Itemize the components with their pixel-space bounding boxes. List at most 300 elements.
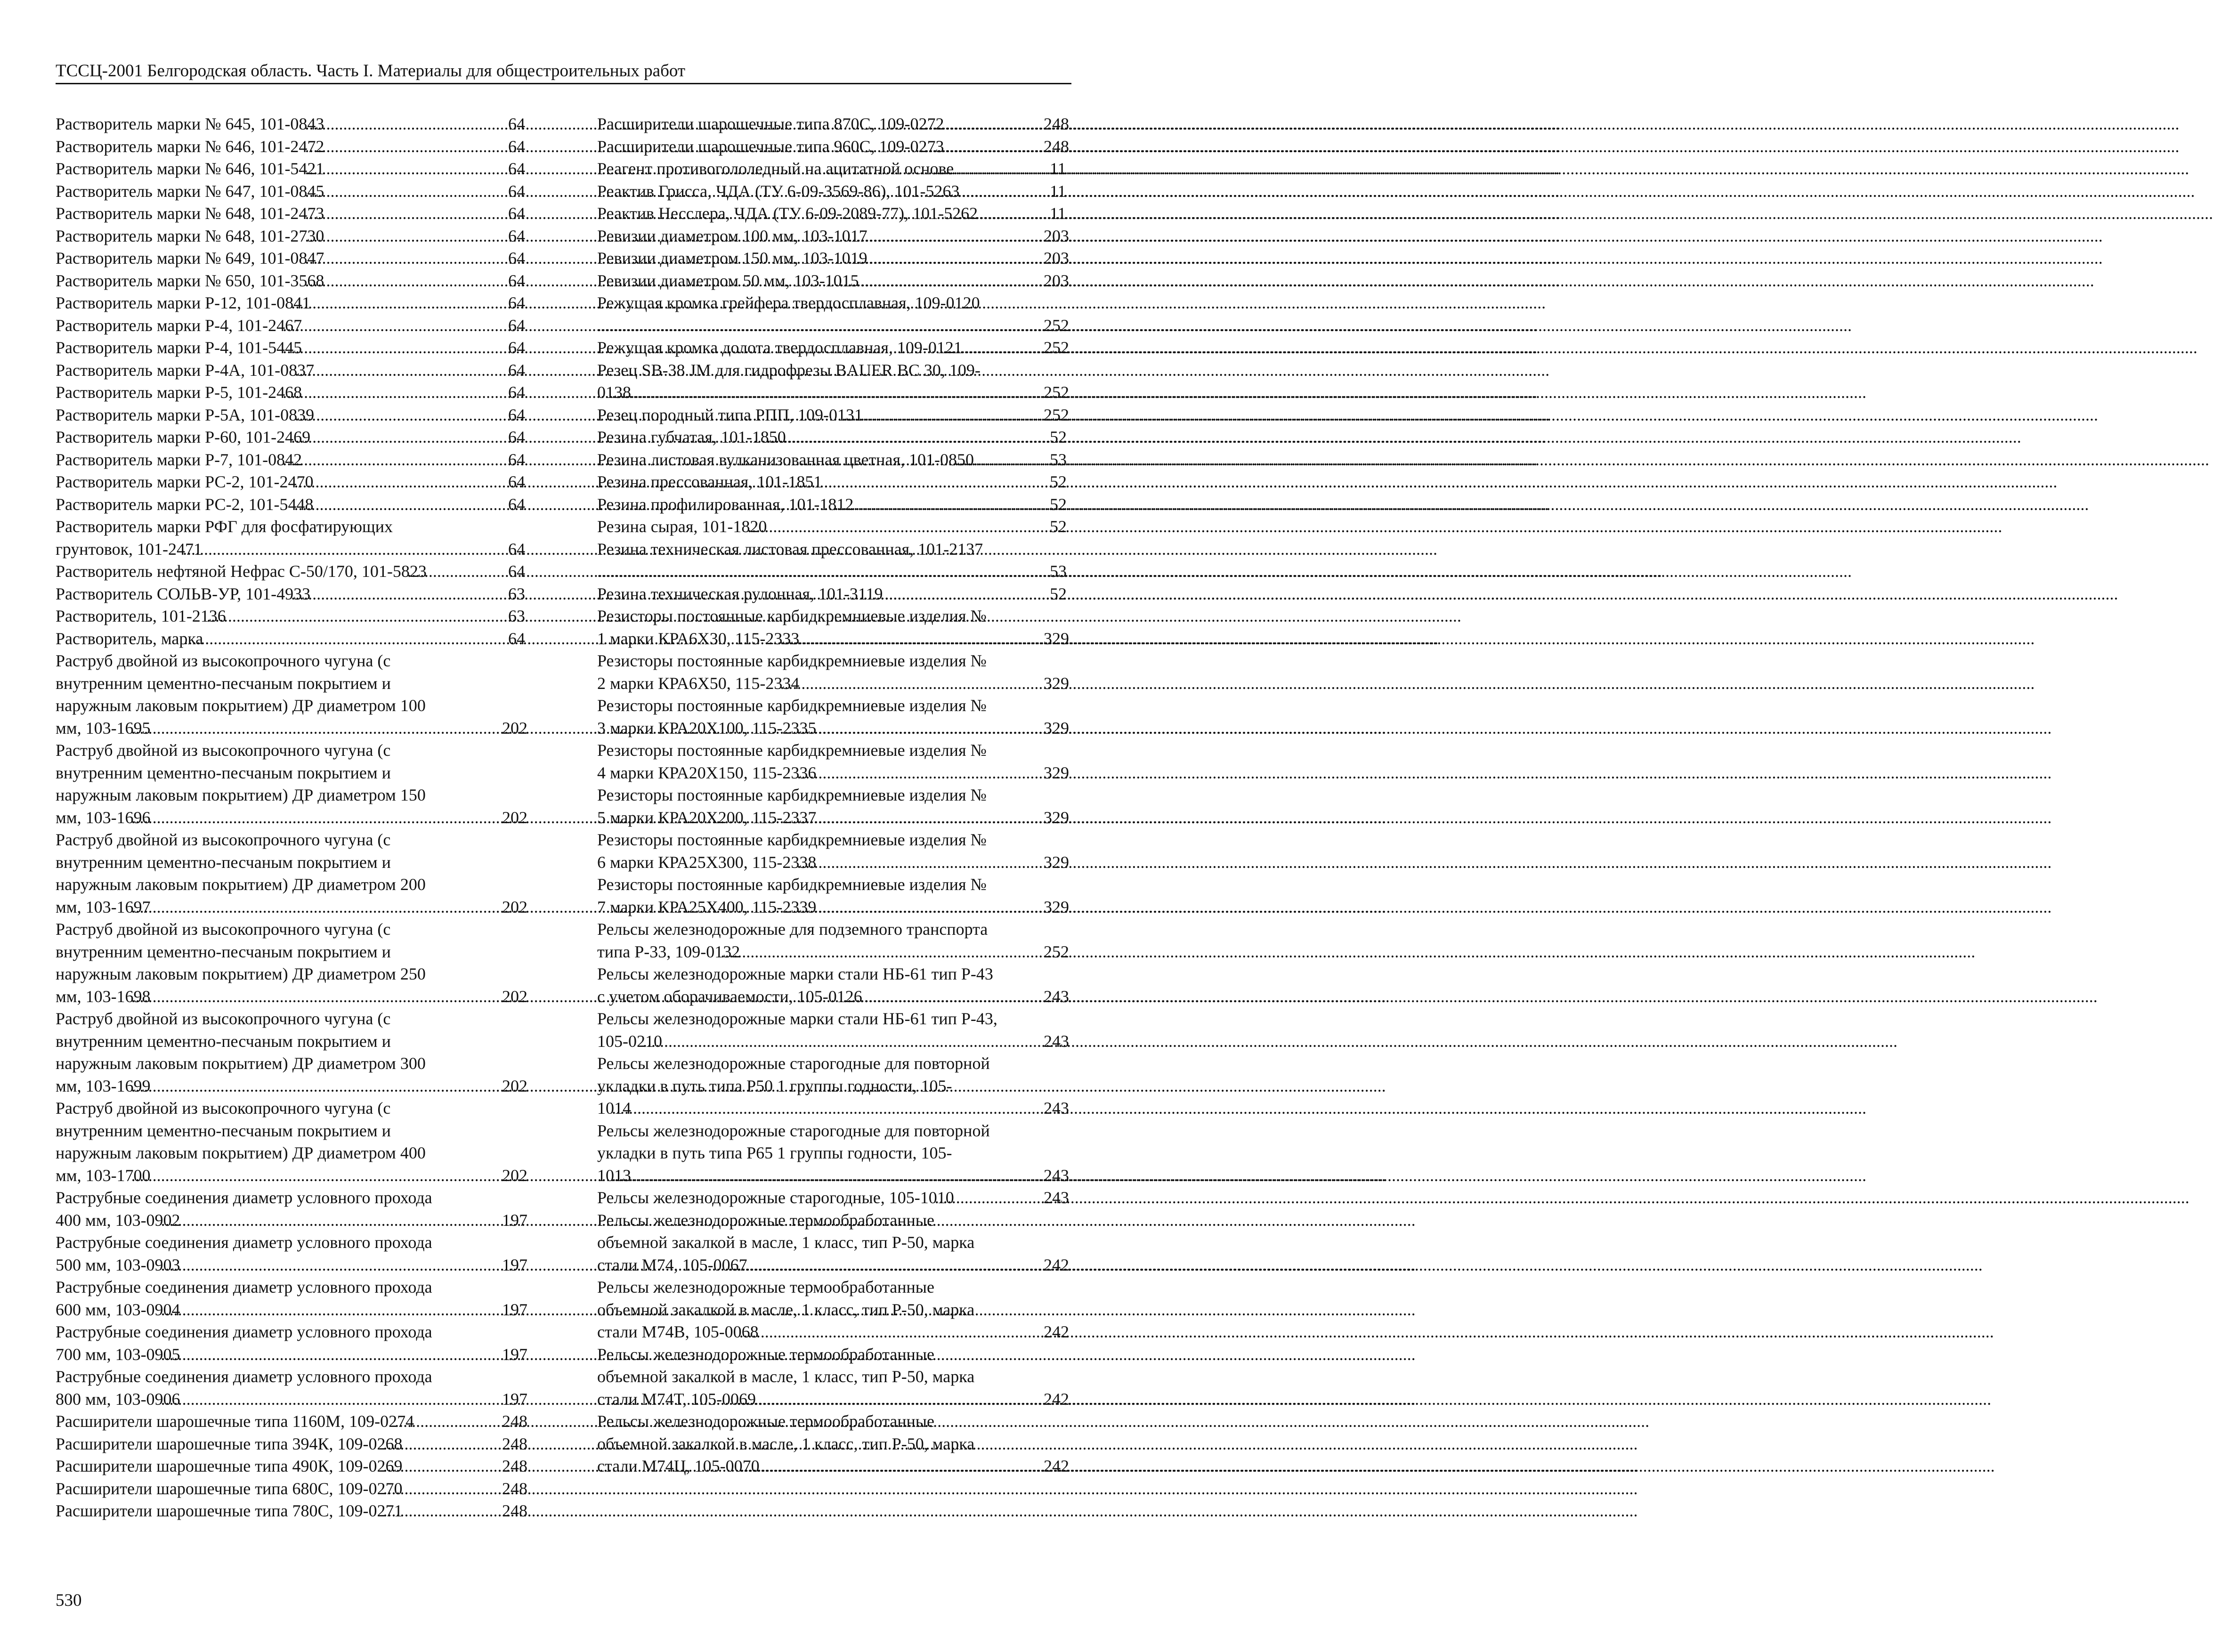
index-entry — [597, 270, 1069, 292]
index-entry-page: 64 — [508, 360, 525, 380]
index-entry-page: 64 — [508, 450, 525, 469]
index-entry — [56, 247, 527, 270]
index-entry-last-line — [56, 158, 527, 180]
index-entry-last-line — [56, 225, 527, 248]
index-column-right — [597, 113, 1069, 1478]
index-entry — [56, 560, 527, 583]
index-entry-page: 252 — [1044, 405, 1069, 424]
index-entry — [56, 1097, 527, 1187]
index-entry-page: 197 — [502, 1344, 527, 1364]
index-entry-last-line — [56, 807, 527, 829]
index-entry-text: Раструбные соединения диаметр условного прохода — [56, 1322, 432, 1341]
index-entry — [56, 180, 527, 203]
index-entry — [597, 337, 1069, 359]
index-entry-last-line — [56, 113, 527, 136]
dot-leader — [324, 247, 527, 270]
index-entry-page: 202 — [502, 987, 527, 1006]
index-entry-text: наружным лаковым покрытием) ДР диаметром 100 — [56, 696, 426, 715]
index-entry-last-line — [597, 1097, 1069, 1120]
index-entry-text: 0138 — [597, 383, 631, 402]
index-entry — [597, 1008, 1069, 1053]
index-entry — [56, 628, 527, 650]
index-entry — [56, 315, 527, 337]
index-entry — [56, 1410, 527, 1433]
index-entry-text: мм, 103-1696 — [56, 808, 151, 827]
index-entry-text: мм, 103-1699 — [56, 1076, 151, 1095]
index-entry-last-line — [597, 1455, 1069, 1478]
index-entry-page: 52 — [1050, 517, 1067, 536]
index-entry-text: Резина прессованная, 101-1851 — [597, 472, 822, 491]
index-entry-last-line — [597, 471, 1069, 494]
index-entry-text: Раструбные соединения диаметр условного прохода — [56, 1233, 432, 1252]
index-entry — [597, 1410, 1069, 1478]
index-entry-last-line — [597, 516, 1069, 538]
index-entry-last-line — [56, 717, 527, 740]
index-entry-text: 105-0210 — [597, 1031, 662, 1051]
index-entry-text: стали М74Т, 105-0069 — [597, 1389, 756, 1409]
index-entry-last-line — [597, 1254, 1069, 1277]
dot-leader — [151, 1165, 520, 1187]
dot-leader — [180, 1388, 520, 1411]
index-entry-page: 52 — [1050, 494, 1067, 514]
index-entry — [597, 963, 1069, 1008]
index-entry-text: Рельсы железнодорожные старогодные для повторной — [597, 1054, 990, 1073]
index-entry-text: Резина техническая рулонная, 101-3119 — [597, 584, 883, 603]
index-entry — [597, 225, 1069, 248]
index-entry — [56, 605, 527, 628]
index-entry — [597, 202, 1069, 225]
index-entry-text: стали М74, 105-0067 — [597, 1255, 747, 1274]
dot-leader — [180, 1209, 520, 1232]
dot-leader — [816, 807, 1062, 829]
index-entry — [56, 1321, 527, 1366]
dot-leader — [631, 1097, 1062, 1120]
index-entry — [56, 381, 527, 404]
dot-leader — [883, 583, 1068, 606]
index-entry-page: 197 — [502, 1255, 527, 1274]
index-entry — [597, 739, 1069, 784]
dot-leader — [314, 359, 527, 382]
index-entry-text: 7 марки КРА25Х400, 115-2339 — [597, 897, 817, 916]
dot-leader — [786, 426, 1068, 449]
index-entry — [56, 650, 527, 739]
index-entry-last-line — [597, 225, 1069, 248]
index-entry-last-line — [597, 247, 1069, 270]
index-entry-text: Резина техническая листовая прессованная, 101-2137 — [597, 539, 983, 559]
index-entry-text: внутренним цементно-песчаным покрытием и — [56, 852, 391, 872]
dot-leader — [799, 672, 1062, 695]
index-entry — [597, 538, 1069, 583]
index-entry — [56, 1455, 527, 1478]
index-entry-last-line — [56, 628, 527, 650]
index-entry — [597, 1053, 1069, 1120]
index-entry-text: Резисторы постоянные карбидкремниевые изделия № — [597, 786, 987, 804]
index-entry-last-line — [597, 113, 1069, 136]
index-entry-text: укладки в путь типа Р65 1 группы годности, 105- — [597, 1143, 952, 1162]
index-entry-text: Реагент противогололедный на ацитатной основе — [597, 159, 954, 178]
index-entry-last-line — [56, 136, 527, 158]
index-entry-last-line — [56, 986, 527, 1008]
index-entry — [56, 583, 527, 606]
dot-leader — [767, 516, 1068, 538]
index-entry-text: Ревизии диаметром 50 мм, 103-1015 — [597, 271, 859, 290]
dot-leader — [302, 315, 527, 337]
index-entry-page: 203 — [1044, 226, 1069, 245]
index-entry-page: 242 — [1044, 1389, 1069, 1409]
index-entry-last-line — [56, 337, 527, 359]
index-entry-text: мм, 103-1700 — [56, 1166, 151, 1185]
dot-leader — [324, 270, 527, 292]
index-entry-last-line — [597, 941, 1069, 964]
index-entry-last-line — [56, 426, 527, 449]
index-entry-last-line — [56, 471, 527, 494]
index-entry — [56, 113, 527, 136]
index-entry-text: Растворитель марки Р-5А, 101-0839 — [56, 405, 315, 424]
dot-leader — [799, 628, 1062, 650]
index-entry-text: Растворитель марки № 647, 101-0845 — [56, 181, 324, 201]
index-entry-text: Ревизии диаметром 150 мм, 103-1019 — [597, 249, 867, 267]
running-header-title: ТССЦ-2001 Белгородская область. Часть I. Материалы для общестроительных работ — [56, 61, 686, 81]
dot-leader — [816, 896, 1062, 919]
index-entry-page: 248 — [502, 1457, 527, 1475]
index-entry-page: 52 — [1050, 584, 1067, 603]
dot-leader — [310, 426, 527, 449]
dot-leader — [853, 494, 1068, 516]
index-entry-last-line — [56, 270, 527, 292]
index-entry-text: Расширители шарошечные типа 960С, 109-0273 — [597, 137, 944, 156]
index-entry-last-line — [597, 270, 1069, 292]
index-entry-last-line — [56, 381, 527, 404]
index-entry-last-line — [56, 1433, 527, 1456]
index-entry-page: 243 — [1044, 1188, 1069, 1207]
index-entry-page: 64 — [508, 428, 525, 446]
index-entry-text: 700 мм, 103-0905 — [56, 1344, 180, 1364]
index-entry-text: Рельсы железнодорожные марки стали НБ-61 тип Р-43, — [597, 1009, 997, 1028]
index-entry-page: 64 — [508, 316, 525, 335]
index-entry-last-line — [56, 449, 527, 471]
index-entry — [597, 918, 1069, 963]
index-entry-last-line — [597, 202, 1069, 225]
index-entry-page: 52 — [1050, 472, 1067, 491]
index-entry-last-line — [56, 1500, 527, 1522]
index-entry-last-line — [616, 560, 1069, 583]
index-entry-last-line — [56, 404, 527, 427]
index-entry-text: Реактив Несслера, ЧДА (ТУ 6-09-2089-77), 101-5262 — [597, 204, 978, 223]
index-entry-text: внутренним цементно-песчаным покрытием и — [56, 1031, 391, 1051]
index-entry — [56, 1433, 527, 1456]
index-entry-page: 64 — [508, 338, 525, 357]
dot-leader — [180, 1344, 520, 1366]
index-entry — [56, 1187, 527, 1231]
index-entry-page: 64 — [508, 539, 525, 559]
index-entry-page: 242 — [1044, 1255, 1069, 1274]
index-entry-page: 248 — [502, 1479, 527, 1498]
index-entry — [597, 516, 1069, 538]
index-entry — [597, 1120, 1069, 1187]
index-entry — [597, 113, 1069, 136]
index-entry — [56, 1276, 527, 1321]
index-entry-page: 329 — [1044, 763, 1069, 782]
index-entry-text: 3 марки КРА20Х100, 115-2335 — [597, 718, 817, 737]
index-entry-page: 243 — [1044, 1166, 1069, 1185]
index-entry-last-line — [56, 538, 527, 561]
dot-leader — [202, 538, 527, 561]
dot-leader — [314, 471, 527, 494]
index-entry-text: Растворитель, марка — [56, 629, 203, 648]
dot-leader — [151, 1075, 520, 1098]
index-entry — [56, 829, 527, 918]
index-entry-last-line — [56, 1388, 527, 1411]
index-entry-text: Раструб двойной из высокопрочного чугуна (с — [56, 920, 391, 939]
index-entry-last-line — [597, 762, 1069, 785]
index-entry-last-line — [56, 494, 527, 516]
index-entry-text: 4 марки КРА20Х150, 115-2336 — [597, 763, 817, 782]
index-entry-text: 400 мм, 103-0902 — [56, 1210, 180, 1230]
dot-leader — [616, 560, 1068, 583]
index-entry-text: Резина сырая, 101-1820 — [597, 517, 767, 536]
dot-leader — [324, 180, 527, 203]
index-entry-text: Ревизии диаметром 100 мм, 103-1017 — [597, 226, 867, 245]
index-entry-page: 248 — [1044, 137, 1069, 156]
dot-leader — [302, 449, 527, 471]
index-entry-last-line — [56, 359, 527, 382]
index-entry-last-line — [597, 337, 1069, 359]
index-entry-page: 64 — [508, 405, 525, 424]
index-entry-last-line — [56, 1344, 527, 1366]
index-entry-text: Растворитель марки № 649, 101-0847 — [56, 249, 324, 267]
dot-leader — [310, 292, 527, 315]
index-entry-text: Раструб двойной из высокопрочного чугуна (с — [56, 1009, 391, 1028]
index-entry — [597, 784, 1069, 829]
index-entry-page: 64 — [508, 472, 525, 491]
index-entry-page: 329 — [1044, 852, 1069, 872]
index-entry-page: 197 — [502, 1210, 527, 1230]
dot-leader — [302, 337, 527, 359]
index-entry — [597, 158, 1069, 180]
index-entry-text: Рельсы железнодорожные термообработанные — [597, 1278, 934, 1296]
index-entry-text: внутренним цементно-песчаным покрытием и — [56, 1121, 391, 1140]
index-entry-text: Резец SB-38 JM для гидрофрезы BAUER BC 30, 109- — [597, 360, 981, 380]
index-entry-page: 252 — [1044, 383, 1069, 402]
index-entry — [56, 1478, 527, 1500]
index-entry-text: Расширители шарошечные типа 490К, 109-0269 — [56, 1457, 403, 1475]
index-entry-page: 329 — [1044, 718, 1069, 737]
index-entry-text: наружным лаковым покрытием) ДР диаметром 400 — [56, 1143, 426, 1162]
index-entry-text: типа Р-33, 109-0132 — [597, 942, 740, 961]
index-entry-page: 252 — [1044, 338, 1069, 357]
index-entry-text: Растворитель марки Р-12, 101-0841 — [56, 293, 311, 312]
dot-leader — [759, 1321, 1062, 1344]
index-entry-page: 202 — [502, 1166, 527, 1185]
index-entry-text: Раструб двойной из высокопрочного чугуна (с — [56, 1099, 391, 1118]
index-entry — [597, 583, 1069, 606]
index-entry-text: Раструбные соединения диаметр условного прохода — [56, 1367, 432, 1386]
index-entry-text: объемной закалкой в масле, 1 класс, тип Р-50, марка — [597, 1367, 975, 1386]
index-entry-text: Резисторы постоянные карбидкремниевые изделия № — [597, 830, 987, 849]
index-entry — [56, 449, 527, 471]
dot-leader — [151, 717, 520, 740]
index-entry-last-line — [56, 1478, 527, 1500]
dot-leader — [324, 113, 527, 136]
index-entry-last-line — [597, 1187, 1069, 1209]
index-entry-page: 203 — [1044, 249, 1069, 267]
index-entry-text: объемной закалкой в масле, 1 класс, тип Р-50, марка — [597, 1233, 975, 1252]
index-entry-page: 243 — [1044, 987, 1069, 1006]
dot-leader — [314, 404, 527, 427]
index-entry-text: Рельсы железнодорожные старогодные для повторной — [597, 1121, 990, 1140]
index-entry-text: Растворитель марки Р-60, 101-2469 — [56, 428, 311, 446]
index-entry-page: 203 — [1044, 271, 1069, 290]
index-entry-page: 252 — [1044, 942, 1069, 961]
index-entry — [56, 426, 527, 449]
index-entry-text: Растворитель марки № 650, 101-3568 — [56, 271, 324, 290]
dot-leader — [867, 225, 1062, 248]
dot-leader — [747, 1254, 1062, 1277]
index-entry — [597, 426, 1069, 449]
index-entry-text: Режущая кромка долота твердосплавная, 109-0121 — [597, 338, 962, 357]
index-entry-page: 242 — [1044, 1322, 1069, 1341]
index-entry — [56, 158, 527, 180]
index-entry-text: мм, 103-1698 — [56, 987, 151, 1006]
index-entry — [597, 136, 1069, 158]
index-entry-text: объемной закалкой в масле, 1 класс, тип Р-50, марка — [597, 1300, 975, 1319]
index-entry-last-line — [56, 292, 527, 315]
index-entry-last-line — [56, 247, 527, 270]
index-entry-text: Растворитель марки РС-2, 101-2470 — [56, 472, 314, 491]
index-entry-last-line — [56, 1410, 527, 1433]
index-entry-text: Раструб двойной из высокопрочного чугуна (с — [56, 830, 391, 849]
index-entry — [597, 180, 1069, 203]
index-entry-last-line — [597, 158, 1069, 180]
index-entry-page: 63 — [508, 584, 525, 603]
dot-leader — [822, 471, 1068, 494]
index-entry-text: наружным лаковым покрытием) ДР диаметром 250 — [56, 964, 426, 983]
index-entry-page: 11 — [1050, 181, 1066, 201]
index-entry-page: 11 — [1050, 159, 1066, 178]
index-entry — [56, 270, 527, 292]
index-entry-last-line — [597, 1321, 1069, 1344]
index-entry — [56, 1500, 527, 1522]
index-entry-text: Раструб двойной из высокопрочного чугуна (с — [56, 741, 391, 760]
index-entry-text: мм, 103-1697 — [56, 897, 151, 916]
index-entry-page: 64 — [508, 159, 525, 178]
dot-leader — [816, 851, 1062, 874]
index-entry-text: Расширители шарошечные типа 1160М, 109-0274 — [56, 1412, 414, 1431]
dot-leader — [816, 762, 1062, 785]
dot-leader — [859, 270, 1062, 292]
dot-leader — [324, 225, 527, 248]
dot-leader — [816, 717, 1062, 740]
index-entry-text: 1 марки КРА6Х30, 115-2333 — [597, 629, 800, 648]
index-entry-text: Режущая кромка грейфера твердосплавная, 109-0120 — [597, 293, 980, 312]
index-entry-page: 64 — [508, 249, 525, 267]
index-entry-text: Растворитель марки Р-7, 101-0842 — [56, 450, 302, 469]
index-entry — [56, 739, 527, 829]
index-entry-text: наружным лаковым покрытием) ДР диаметром 300 — [56, 1054, 426, 1073]
index-entry-last-line — [597, 449, 1069, 471]
index-entry-text: укладки в путь типа Р50 1 группы годности, 105- — [597, 1076, 952, 1095]
index-entry-last-line — [597, 381, 1069, 404]
index-entry-last-line — [597, 180, 1069, 203]
index-entry — [597, 494, 1069, 516]
index-entry-text: 1013 — [597, 1166, 631, 1185]
index-entry — [56, 494, 527, 516]
index-entry-text: внутренним цементно-песчаным покрытием и — [56, 942, 391, 961]
index-entry-text: Резисторы постоянные карбидкремниевые изделия № — [597, 875, 987, 894]
index-entry-text: Резисторы постоянные карбидкремниевые изделия № — [597, 651, 987, 670]
index-entry-page: 11 — [1050, 204, 1066, 223]
index-entry — [56, 1366, 527, 1410]
index-entry-text: Резец породный типа РПП, 109-0131 — [597, 405, 863, 424]
dot-leader — [631, 381, 1062, 404]
index-entry-page: 243 — [1044, 1031, 1069, 1051]
index-entry-last-line — [56, 1299, 527, 1321]
dot-leader — [740, 941, 1062, 964]
index-entry — [56, 359, 527, 382]
index-entry-text: Растворитель, 101-2136 — [56, 607, 226, 625]
dot-leader — [631, 1165, 1062, 1187]
index-entry — [56, 225, 527, 248]
index-entry-page: 252 — [1044, 316, 1069, 335]
index-entry-page: 248 — [502, 1412, 527, 1431]
index-entry — [56, 516, 527, 560]
dot-leader — [863, 404, 1062, 427]
running-header — [56, 60, 1071, 84]
index-entry-page: 248 — [502, 1434, 527, 1453]
index-entry-page: 197 — [502, 1300, 527, 1319]
index-entry — [597, 1276, 1069, 1344]
index-entry-text: Расширители шарошечные типа 870С, 109-0272 — [597, 114, 944, 133]
index-entry-text: 1014 — [597, 1099, 631, 1118]
index-entry-text: Растворитель марки РС-2, 101-5448 — [56, 494, 314, 514]
index-entry-text: Раструбные соединения диаметр условного прохода — [56, 1188, 432, 1207]
dot-leader — [314, 494, 527, 516]
index-entry-last-line — [597, 136, 1069, 158]
index-entry-last-line — [56, 560, 527, 583]
dot-leader — [862, 986, 1062, 1008]
index-entry-text: Резина губчатая, 101-1850 — [597, 428, 786, 446]
index-entry-text: Расширители шарошечные типа 680С, 109-0270 — [56, 1479, 403, 1498]
dot-leader — [180, 1254, 520, 1277]
index-entry-last-line — [597, 583, 1069, 606]
index-entry-page: 64 — [508, 137, 525, 156]
index-entry-page: 248 — [502, 1501, 527, 1520]
index-entry-text: внутренним цементно-песчаным покрытием и — [56, 673, 391, 693]
index-entry-last-line — [56, 1075, 527, 1098]
index-entry-text: Растворитель марки № 645, 101-0843 — [56, 114, 324, 133]
index-entry-text: Рельсы железнодорожные марки стали НБ-61 тип Р-43 — [597, 964, 993, 983]
dot-leader — [302, 381, 527, 404]
index-entry-last-line — [597, 426, 1069, 449]
index-entry-page: 64 — [508, 204, 525, 223]
index-entry-text: 500 мм, 103-0903 — [56, 1255, 180, 1274]
index-entry — [597, 449, 1069, 471]
index-entry-page: 329 — [1044, 673, 1069, 693]
dot-leader — [324, 202, 527, 225]
dot-leader — [151, 986, 520, 1008]
index-entry — [56, 1231, 527, 1276]
index-entry-text: внутренним цементно-песчаным покрытием и — [56, 763, 391, 782]
index-entry — [597, 874, 1069, 918]
index-entry-last-line — [56, 315, 527, 337]
index-entry-last-line — [597, 672, 1069, 695]
index-entry-text: 600 мм, 103-0904 — [56, 1300, 180, 1319]
index-entry-text: Растворитель марки РФГ для фосфатирующих — [56, 517, 393, 536]
index-entry-last-line — [56, 1254, 527, 1277]
index-entry-page: 64 — [508, 293, 525, 312]
index-entry-text: стали М74Ц, 105-0070 — [597, 1457, 760, 1475]
index-entry — [56, 918, 527, 1008]
